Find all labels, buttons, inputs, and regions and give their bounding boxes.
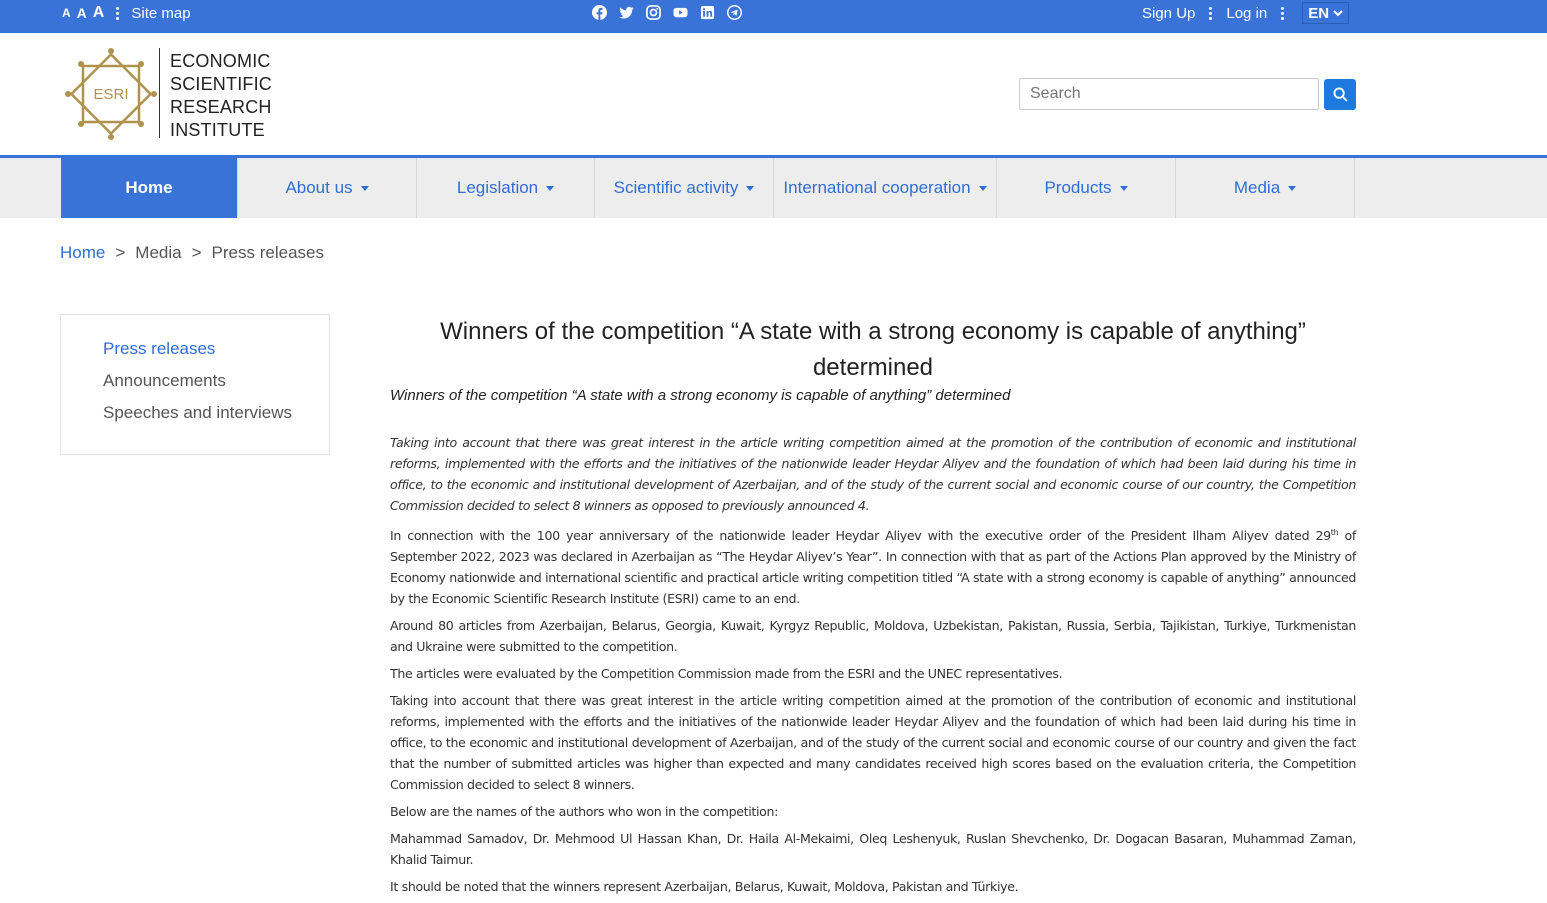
youtube-icon[interactable] [673,5,688,20]
caret-down-icon [361,186,369,191]
caret-down-icon [546,186,554,191]
language-value: EN [1308,4,1330,22]
nav-item-international-cooperation[interactable] [774,158,997,218]
breadcrumb-home[interactable]: Home [60,243,106,262]
article-paragraph: Taking into account that there was great interest in the article writing competition aimed at the promotion of the contribution of economic and institutional reforms, implemented with the efforts and the initiatives of the nationwide leader Heydar Aliyev and the foundation of which had been laid during his time in office, to the economic and institutional development of Azerbaijan, and of the study of the current social and economic course of our country and given the fact that the number of submitted articles was higher than expected and many candidates received high scores based on the evaluation criteria, the Competition Commission decided to select 8 winners. [390,693,1356,793]
article-paragraph: It should be noted that the winners represent Azerbaijan, Belarus, Kuwait, Moldova, Pakistan and Türkiye. [390,879,1019,895]
accessibility-controls [62,0,191,26]
article-subtitle: Winners of the competition “A state with a strong economy is capable of anything” determined [390,387,1011,404]
breadcrumb-separator: > [191,243,202,262]
search-button[interactable] [1324,79,1356,110]
article-paragraph: Mahammad Samadov, Dr. Mehmood Ul Hassan Khan, Dr. Haila Al-Mekaimi, Oleq Leshenyuk, Ruslan Shevchenko, Dr. Dogacan Basaran, Muhammad Zaman, Khalid Taimur. [390,831,1356,868]
article-intro: Taking into account that there was great interest in the article writing competition aimed at the promotion of the contribution of economic and institutional reforms, implemented with the efforts and the initiatives of the nationwide leader Heydar Aliyev and the foundation of which had been laid during his time in office, to the economic and institutional development of Azerbaijan, and of the study of the current social and economic course of our country, the Competition Commission decided to select 8 winners as opposed to previously announced 4. [390,435,1356,513]
breadcrumb [60,243,324,263]
text-span: In connection with the 100 year anniversary of the nationwide leader Heydar Aliyev with the executive order of the President Ilham Aliyev dated 29 [390,528,1331,544]
svg-text:ESRI: ESRI [93,86,129,103]
telegram-icon[interactable] [727,5,742,20]
article-body [390,432,1356,903]
article-paragraph: Around 80 articles from Azerbaijan, Belarus, Georgia, Kuwait, Kyrgyz Republic, Moldova, Uzbekistan, Pakistan, Russia, Serbia, Tajikistan, Turkiye, Turkmenistan and Ukraine were submitted to the competition. [390,618,1356,655]
superscript: th [1330,528,1339,537]
nav-item-media[interactable] [1176,158,1355,218]
search-icon [1333,87,1348,102]
twitter-icon[interactable] [619,5,634,20]
font-size-large-button[interactable]: A [92,4,105,21]
breadcrumb-separator: > [115,243,126,262]
instagram-icon[interactable] [646,5,661,20]
breadcrumb-press-releases: Press releases [211,243,324,262]
caret-down-icon [1120,186,1128,191]
sign-up-link[interactable]: Sign Up [1142,4,1196,22]
text-span: of September 2022, 2023 was declared in Azerbaijan as “The Heydar Aliyev’s Year”. In connection with that as part of the Actions Plan approved by the Ministry of Economy nationwide and international scientific and practical article writing competition titled “A state with a strong economy is capable of anything” announced by the Economic Scientific Research Institute (ESRI) came to an end. [390,528,1356,607]
nav-label: Products [1044,178,1112,197]
linkedin-icon[interactable] [700,5,715,20]
nav-label: About us [285,178,353,197]
font-size-small-button[interactable]: A [62,6,71,20]
logo-line: INSTITUTE [170,120,265,140]
chevron-down-icon [1333,10,1343,17]
language-select[interactable] [1302,2,1349,24]
nav-item-legislation[interactable] [417,158,595,218]
facebook-icon[interactable] [592,5,607,20]
top-bar [0,0,1547,33]
article-title: Winners of the competition “A state with a strong economy is capable of anything” determined [440,318,1306,381]
separator-dots-icon [116,7,119,20]
sidebar-item-announcements[interactable]: Announcements [103,371,226,390]
caret-down-icon [1288,186,1296,191]
sidebar-item-press-releases[interactable]: Press releases [103,339,216,358]
nav-label: International cooperation [783,178,971,197]
nav-item-home[interactable] [61,158,238,218]
font-size-medium-button[interactable]: A [76,5,87,21]
log-in-link[interactable]: Log in [1226,4,1268,22]
nav-label: Home [125,178,173,197]
article-paragraph: Below are the names of the authors who won in the competition: [390,804,778,820]
sidebar [60,314,330,455]
caret-down-icon [746,186,754,191]
article-paragraph [390,522,1356,609]
nav-label: Media [1233,178,1281,197]
separator-dots-icon [1281,7,1284,20]
social-links [592,5,742,20]
nav-label: Legislation [456,178,539,197]
caret-down-icon [979,186,987,191]
logo-divider [159,48,160,138]
nav-item-products[interactable] [997,158,1176,218]
site-map-link[interactable]: Site map [131,4,191,22]
breadcrumb-media[interactable]: Media [135,243,182,262]
logo-line: SCIENTIFIC [170,74,273,94]
logo-emblem-icon [63,47,159,142]
sidebar-item-speeches-and-interviews[interactable]: Speeches and interviews [103,403,293,422]
nav-item-scientific-activity[interactable] [595,158,774,218]
nav-item-about-us[interactable] [238,158,417,218]
nav-label: Scientific activity [613,178,739,197]
logo-line: ECONOMIC [170,51,271,71]
account-controls [1142,0,1349,26]
article-paragraph: The articles were evaluated by the Competition Commission made from the ESRI and the UNEC representatives. [390,666,1063,682]
logo-text [170,50,272,142]
logo-line: RESEARCH [170,97,272,117]
search-input[interactable] [1019,78,1319,110]
main-navigation [0,155,1547,218]
separator-dots-icon [1209,7,1212,20]
